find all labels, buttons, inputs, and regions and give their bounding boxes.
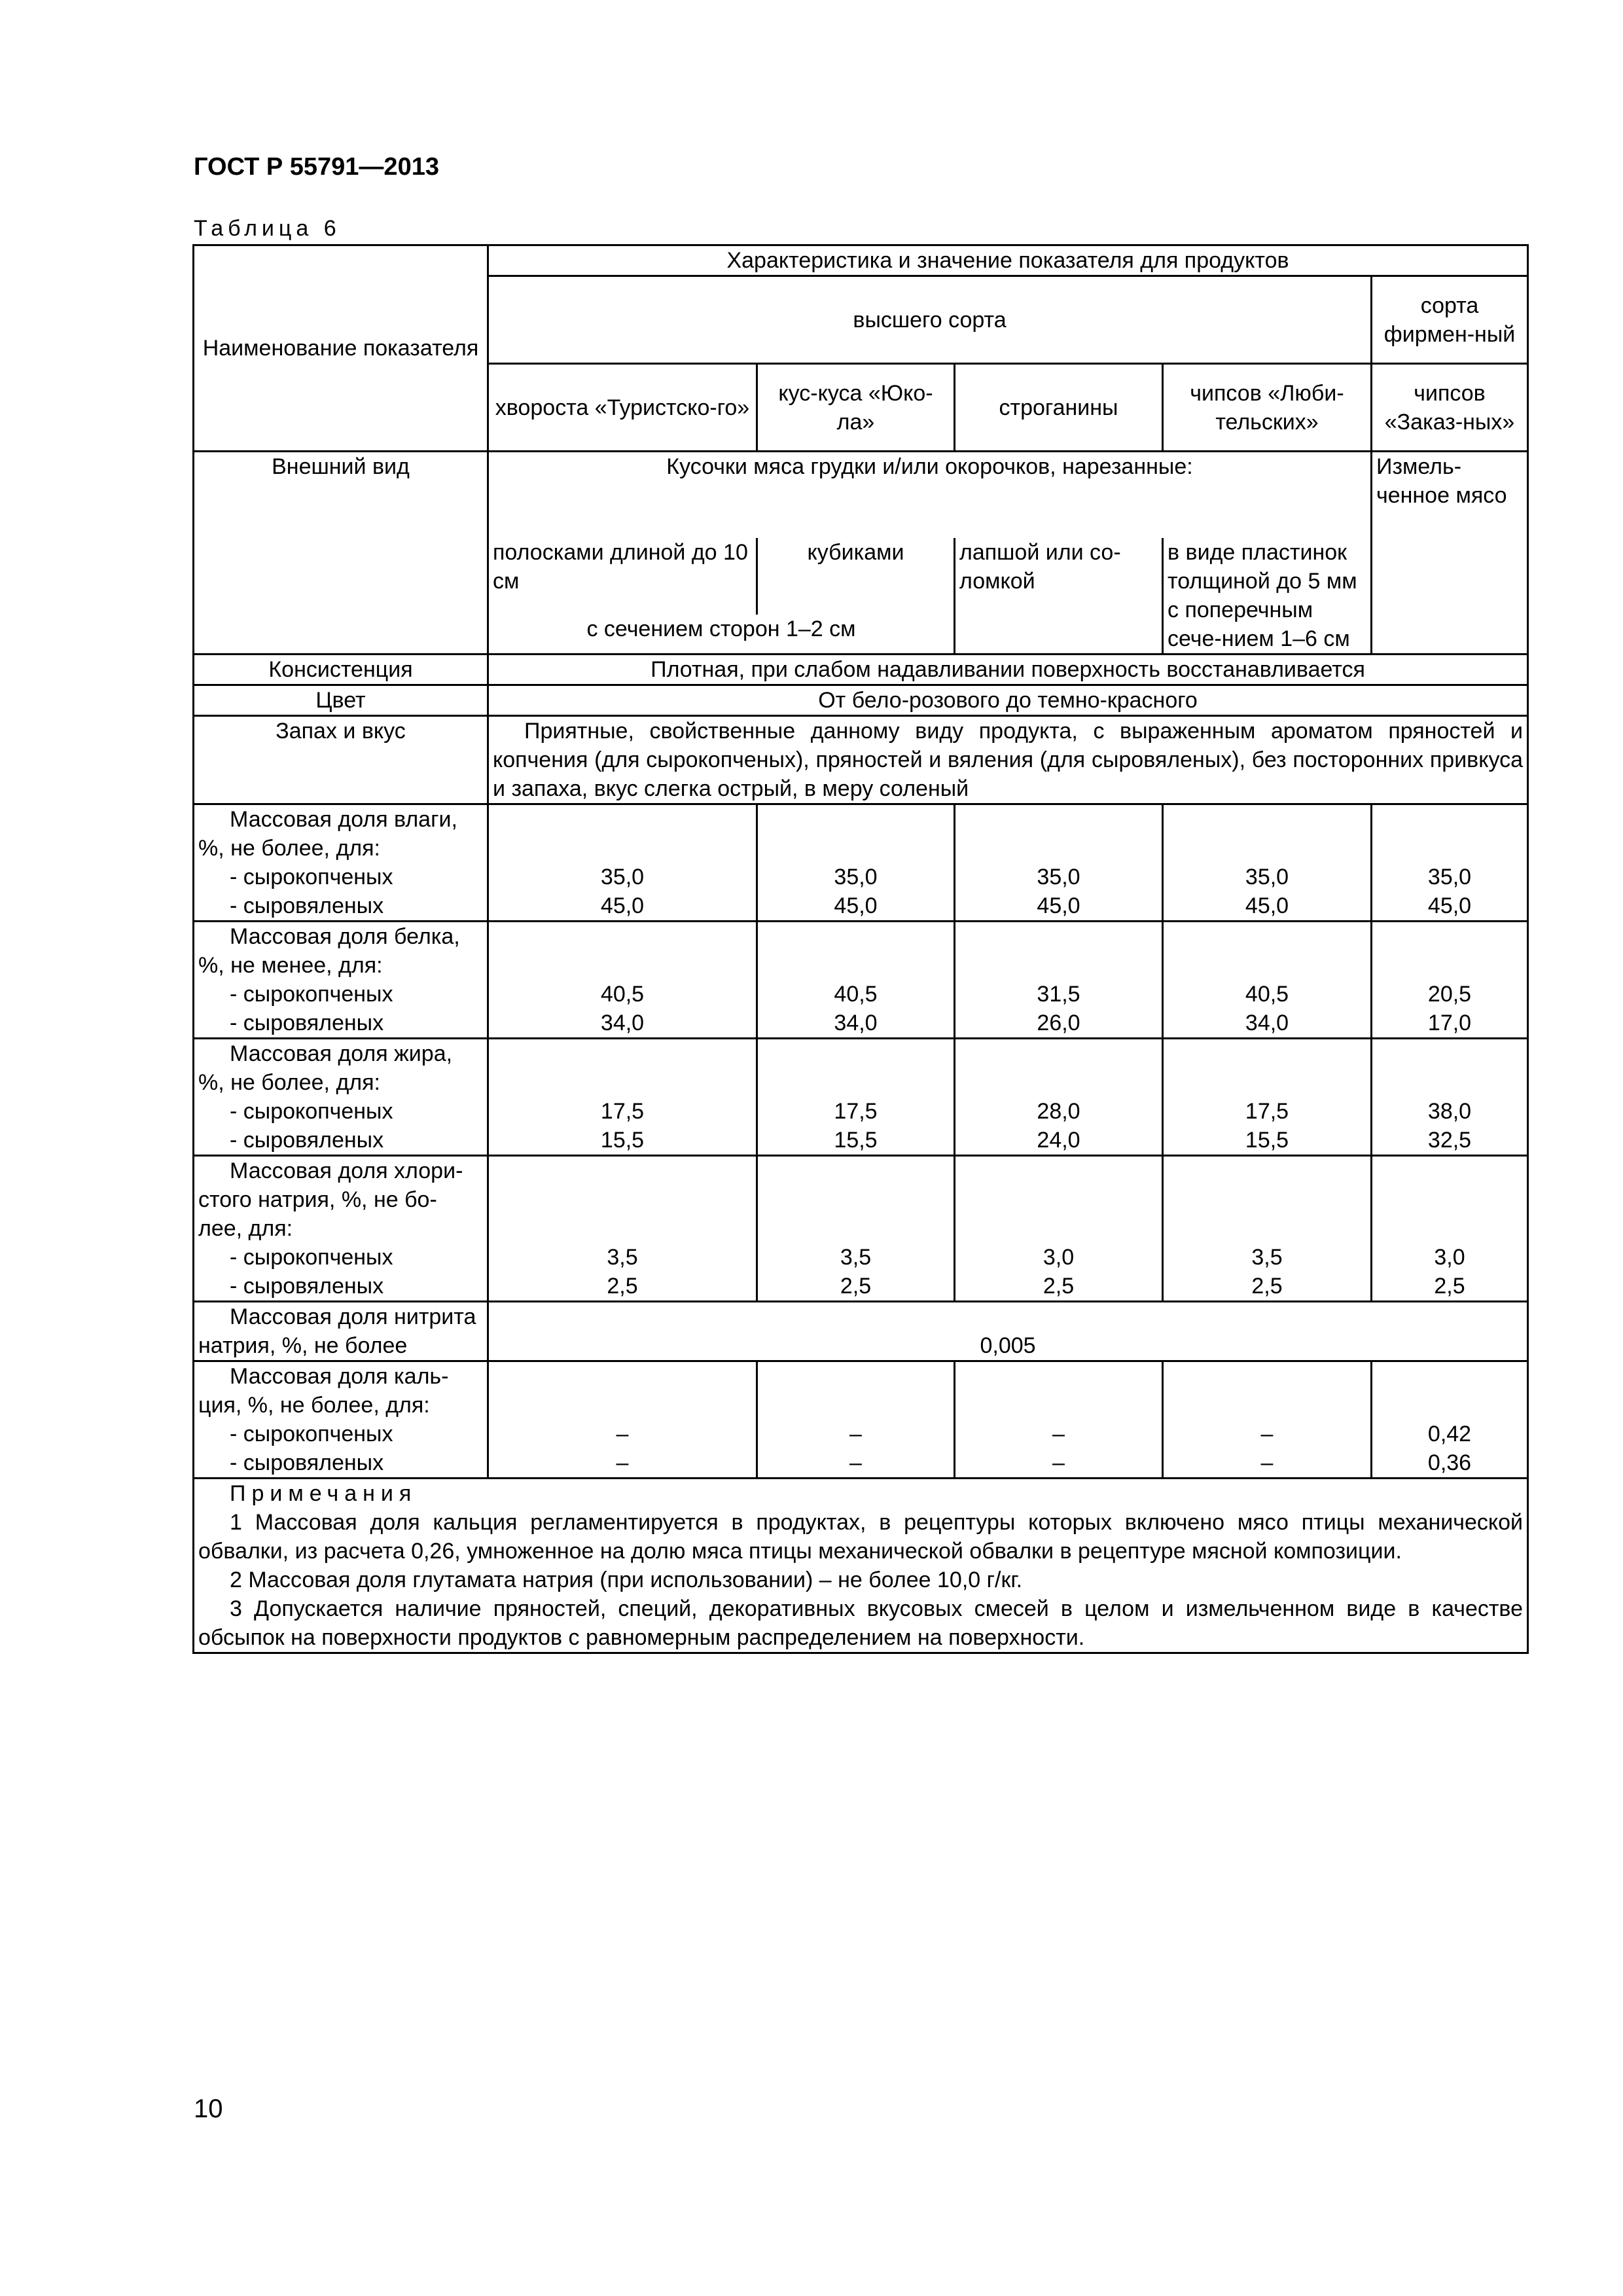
salt-chips-lyub	[1163, 1155, 1372, 1301]
value-dried: 45,0	[1245, 893, 1289, 918]
value-smoked: 35,0	[1245, 864, 1289, 889]
sub-smoked: - сырокопченых	[230, 1421, 393, 1446]
header-row-1	[194, 245, 1528, 276]
calcium-chips-zak	[1372, 1361, 1528, 1478]
sub-dried: - сыровяленых	[230, 1127, 384, 1153]
value-nitrite: 0,005	[488, 1301, 1528, 1361]
value-smoked: 3,5	[1251, 1244, 1283, 1270]
appearance-section-size: с сечением сторон 1–2 см	[488, 615, 955, 655]
value-smell-taste: Приятные, свойственные данному виду продукта, с выраженным ароматом пряностей и копчения (для сырокопченых), пряностей и вяления (для сыровяленых), без посторонних привкуса и запаха, вкус слегка острый, в меру соленый	[488, 715, 1528, 804]
notes-title: Примечания	[230, 1480, 418, 1506]
value-smoked: 35,0	[600, 864, 645, 889]
value-dried: 45,0	[1037, 893, 1080, 918]
value-dried: 45,0	[834, 893, 878, 918]
value-dried: 45,0	[600, 893, 645, 918]
moisture-kuskus	[757, 804, 955, 921]
value-smoked: 17,5	[600, 1098, 645, 1124]
label-moisture	[194, 804, 488, 921]
label-salt-line-1: Массовая доля хлори-	[230, 1158, 463, 1183]
label-moisture-line-1: Массовая доля влаги,	[230, 806, 457, 832]
calcium-khvorost	[488, 1361, 757, 1478]
value-dried: –	[849, 1450, 862, 1475]
row-consistency	[194, 654, 1528, 685]
row-moisture	[194, 804, 1528, 921]
fat-stroganina	[955, 1038, 1163, 1155]
protein-kuskus	[757, 921, 955, 1038]
value-smoked: 3,5	[607, 1244, 638, 1270]
appearance-cubes: кубиками	[757, 538, 955, 615]
moisture-chips-zak	[1372, 804, 1528, 921]
sub-dried: - сыровяленых	[230, 1010, 384, 1035]
label-appearance: Внешний вид	[194, 452, 488, 655]
label-protein-line-2: %, не менее, для:	[198, 952, 383, 978]
label-fat	[194, 1038, 488, 1155]
row-appearance	[194, 452, 1528, 538]
value-smoked: –	[1052, 1421, 1065, 1446]
value-smoked: 40,5	[834, 981, 878, 1007]
value-dried: –	[1052, 1450, 1065, 1475]
value-color: От бело-розового до темно-красного	[488, 685, 1528, 715]
sub-smoked: - сырокопченых	[230, 1244, 393, 1270]
label-calcium	[194, 1361, 488, 1478]
appearance-brand-text: Измель-ченное мясо	[1372, 452, 1528, 655]
value-smoked: 17,5	[1245, 1098, 1289, 1124]
label-protein-line-1: Массовая доля белка,	[230, 924, 460, 949]
row-fat	[194, 1038, 1528, 1155]
label-moisture-line-2: %, не более, для:	[198, 835, 380, 861]
value-smoked: 38,0	[1427, 1098, 1472, 1124]
row-nitrite	[194, 1301, 1528, 1361]
label-consistency: Консистенция	[194, 654, 488, 685]
value-smoked: –	[849, 1421, 862, 1446]
value-dried: 2,5	[1043, 1273, 1075, 1299]
column-header-kuskus: кус-куса «Юко-ла»	[757, 364, 955, 452]
value-dried: –	[1260, 1450, 1274, 1475]
label-nitrite	[194, 1301, 488, 1361]
appearance-plates: в виде пластинок толщиной до 5 мм с поперечным сече-нием 1–6 см	[1163, 538, 1372, 655]
value-smoked: 20,5	[1427, 981, 1472, 1007]
value-dried: 34,0	[834, 1010, 878, 1035]
value-smoked: –	[1260, 1421, 1274, 1446]
value-smoked: 40,5	[600, 981, 645, 1007]
table-caption: Таблица 6	[194, 216, 341, 241]
value-dried: 34,0	[600, 1010, 645, 1035]
protein-chips-lyub	[1163, 921, 1372, 1038]
value-dried: 15,5	[1245, 1127, 1289, 1153]
value-dried: 45,0	[1427, 893, 1472, 918]
salt-stroganina	[955, 1155, 1163, 1301]
note-1: 1 Массовая доля кальция регламентируется в продуктах, в рецептуры которых включено мясо птицы механической обвалки, из расчета 0,26, умноженное на долю мяса птицы механической обвалки в рецептуре мясной композиции.	[198, 1509, 1524, 1564]
label-salt-line-3: лее, для:	[198, 1215, 293, 1241]
protein-chips-zak	[1372, 921, 1528, 1038]
value-smoked: 3,0	[1043, 1244, 1075, 1270]
value-dried: 24,0	[1037, 1127, 1080, 1153]
note-2: 2 Массовая доля глутамата натрия (при использовании) – не более 10,0 г/кг.	[230, 1567, 1023, 1592]
value-smoked: 40,5	[1245, 981, 1289, 1007]
specification-table	[192, 244, 1529, 1654]
salt-kuskus	[757, 1155, 955, 1301]
label-color: Цвет	[194, 685, 488, 715]
row-notes	[194, 1478, 1528, 1653]
top-grade-header: высшего сорта	[488, 276, 1372, 364]
value-smoked: 0,42	[1427, 1421, 1472, 1446]
protein-khvorost	[488, 921, 757, 1038]
value-dried: 26,0	[1037, 1010, 1080, 1035]
sub-smoked: - сырокопченых	[230, 981, 393, 1007]
label-salt-line-2: стого натрия, %, не бо-	[198, 1187, 437, 1212]
sub-dried: - сыровяленых	[230, 893, 384, 918]
value-dried: 2,5	[607, 1273, 638, 1299]
value-smoked: 35,0	[834, 864, 878, 889]
value-dried: 32,5	[1427, 1127, 1472, 1153]
label-calcium-line-2: ция, %, не более, для:	[198, 1392, 430, 1418]
moisture-khvorost	[488, 804, 757, 921]
column-header-chips-lyubitelskie: чипсов «Люби-тельских»	[1163, 364, 1372, 452]
salt-khvorost	[488, 1155, 757, 1301]
value-smoked: 3,5	[840, 1244, 872, 1270]
value-dried: –	[616, 1450, 629, 1475]
label-salt	[194, 1155, 488, 1301]
appearance-main-text: Кусочки мяса грудки и/или окорочков, нарезанные:	[488, 452, 1372, 538]
label-fat-line-2: %, не более, для:	[198, 1069, 380, 1095]
row-salt	[194, 1155, 1528, 1301]
value-dried: 2,5	[1434, 1273, 1465, 1299]
label-protein	[194, 921, 488, 1038]
value-dried: 15,5	[834, 1127, 878, 1153]
fat-khvorost	[488, 1038, 757, 1155]
label-calcium-line-1: Массовая доля каль-	[230, 1363, 449, 1389]
column-group-header: Характеристика и значение показателя для продуктов	[488, 245, 1528, 276]
fat-chips-zak	[1372, 1038, 1528, 1155]
appearance-strips: полосками длиной до 10 см	[488, 538, 757, 615]
fat-chips-lyub	[1163, 1038, 1372, 1155]
value-consistency: Плотная, при слабом надавливании поверхность восстанавливается	[488, 654, 1528, 685]
notes-cell	[194, 1478, 1528, 1653]
fat-kuskus	[757, 1038, 955, 1155]
value-dried: 2,5	[840, 1273, 872, 1299]
label-nitrite-line-1: Массовая доля нитрита	[230, 1304, 476, 1329]
value-smoked: 35,0	[1037, 864, 1080, 889]
note-3: 3 Допускается наличие пряностей, специй, декоративных вкусовых смесей в целом и измельченном виде в качестве обсыпок на поверхности продуктов с равномерным распределением на поверхности.	[198, 1596, 1524, 1650]
value-smoked: –	[616, 1421, 629, 1446]
sub-smoked: - сырокопченых	[230, 864, 393, 889]
moisture-stroganina	[955, 804, 1163, 921]
calcium-chips-lyub	[1163, 1361, 1372, 1478]
value-dried: 0,36	[1427, 1450, 1472, 1475]
value-smoked: 3,0	[1434, 1244, 1465, 1270]
row-color	[194, 685, 1528, 715]
page-number: 10	[194, 2094, 223, 2123]
column-header-chips-zakaznye: чипсов «Заказ-ных»	[1372, 364, 1528, 452]
column-header-khvorost: хвороста «Туристско-го»	[488, 364, 757, 452]
value-dried: 17,0	[1427, 1010, 1472, 1035]
sub-smoked: - сырокопченых	[230, 1098, 393, 1124]
row-smell-taste	[194, 715, 1528, 804]
value-smoked: 28,0	[1037, 1098, 1080, 1124]
value-smoked: 17,5	[834, 1098, 878, 1124]
value-dried: 34,0	[1245, 1010, 1289, 1035]
sub-dried: - сыровяленых	[230, 1450, 384, 1475]
calcium-stroganina	[955, 1361, 1163, 1478]
moisture-chips-lyub	[1163, 804, 1372, 921]
sub-dried: - сыровяленых	[230, 1273, 384, 1299]
row-protein	[194, 921, 1528, 1038]
appearance-noodles: лапшой или со-ломкой	[955, 538, 1163, 655]
calcium-kuskus	[757, 1361, 955, 1478]
value-dried: 15,5	[600, 1127, 645, 1153]
label-nitrite-line-2: натрия, %, не более	[198, 1333, 408, 1358]
column-header-name: Наименование показателя	[194, 245, 488, 452]
salt-chips-zak	[1372, 1155, 1528, 1301]
brand-grade-header: сорта фирмен-ный	[1372, 276, 1528, 364]
value-smoked: 31,5	[1037, 981, 1080, 1007]
row-calcium	[194, 1361, 1528, 1478]
protein-stroganina	[955, 921, 1163, 1038]
value-dried: 2,5	[1251, 1273, 1283, 1299]
value-smoked: 35,0	[1427, 864, 1472, 889]
document-code: ГОСТ Р 55791—2013	[194, 153, 439, 181]
label-smell-taste: Запах и вкус	[194, 715, 488, 804]
label-fat-line-1: Массовая доля жира,	[230, 1041, 453, 1066]
column-header-stroganina: строганины	[955, 364, 1163, 452]
